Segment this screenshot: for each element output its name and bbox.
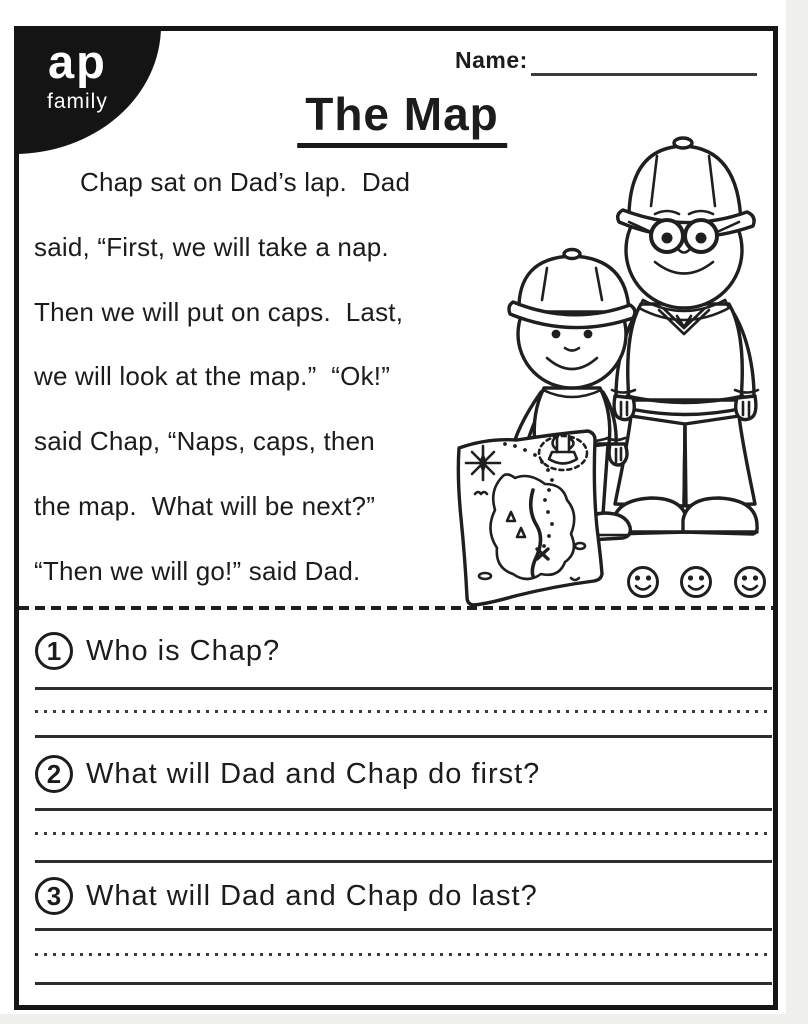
question-2-text: What will Dad and Chap do first?	[86, 757, 541, 790]
question-3	[35, 876, 538, 916]
reading-passage	[34, 150, 478, 604]
question-3-number: 3	[35, 877, 73, 915]
answer-line-dotted[interactable]	[35, 832, 772, 835]
question-1	[35, 631, 280, 671]
answer-line[interactable]	[35, 687, 772, 690]
name-label: Name:	[455, 47, 528, 73]
question-3-text: What will Dad and Chap do last?	[86, 879, 538, 912]
passage-line: Then we will put on caps. Last,	[34, 296, 404, 327]
brand-badge	[14, 26, 161, 154]
question-1-text: Who is Chap?	[86, 634, 281, 667]
smiley-icons	[629, 568, 765, 597]
answer-line-dotted[interactable]	[35, 953, 772, 956]
brand-badge-title: ap	[48, 35, 107, 88]
treasure-map	[458, 431, 602, 605]
answer-line[interactable]	[35, 860, 772, 863]
answer-line[interactable]	[35, 808, 772, 811]
smiley-icon	[736, 568, 765, 597]
question-2	[35, 754, 540, 794]
scan-margin	[0, 1014, 786, 1024]
answer-line-dotted[interactable]	[35, 710, 772, 713]
answer-line[interactable]	[35, 735, 772, 738]
passage-line: the map. What will be next?”	[34, 490, 376, 521]
answer-line[interactable]	[35, 982, 772, 985]
scan-margin	[786, 0, 808, 1024]
dashed-divider	[19, 606, 773, 610]
passage-line: Chap sat on Dad’s lap. Dad	[80, 167, 411, 197]
dad-and-boy-illustration	[445, 128, 778, 610]
name-input-line[interactable]	[531, 73, 757, 76]
page-title: The Map	[297, 87, 507, 148]
passage-line: said, “First, we will take a nap.	[34, 231, 389, 262]
passage-line: we will look at the map.” “Ok!”	[34, 361, 391, 392]
smiley-icon	[629, 568, 658, 597]
question-2-number: 2	[35, 755, 73, 793]
smiley-icon	[682, 568, 711, 597]
brand-badge-subtitle: family	[47, 90, 108, 113]
dad-figure	[612, 138, 758, 534]
passage-line: “Then we will go!” said Dad.	[34, 555, 361, 586]
passage-line: said Chap, “Naps, caps, then	[34, 426, 375, 457]
question-1-number: 1	[35, 632, 73, 670]
answer-line[interactable]	[35, 928, 772, 931]
page-border	[14, 26, 778, 1010]
